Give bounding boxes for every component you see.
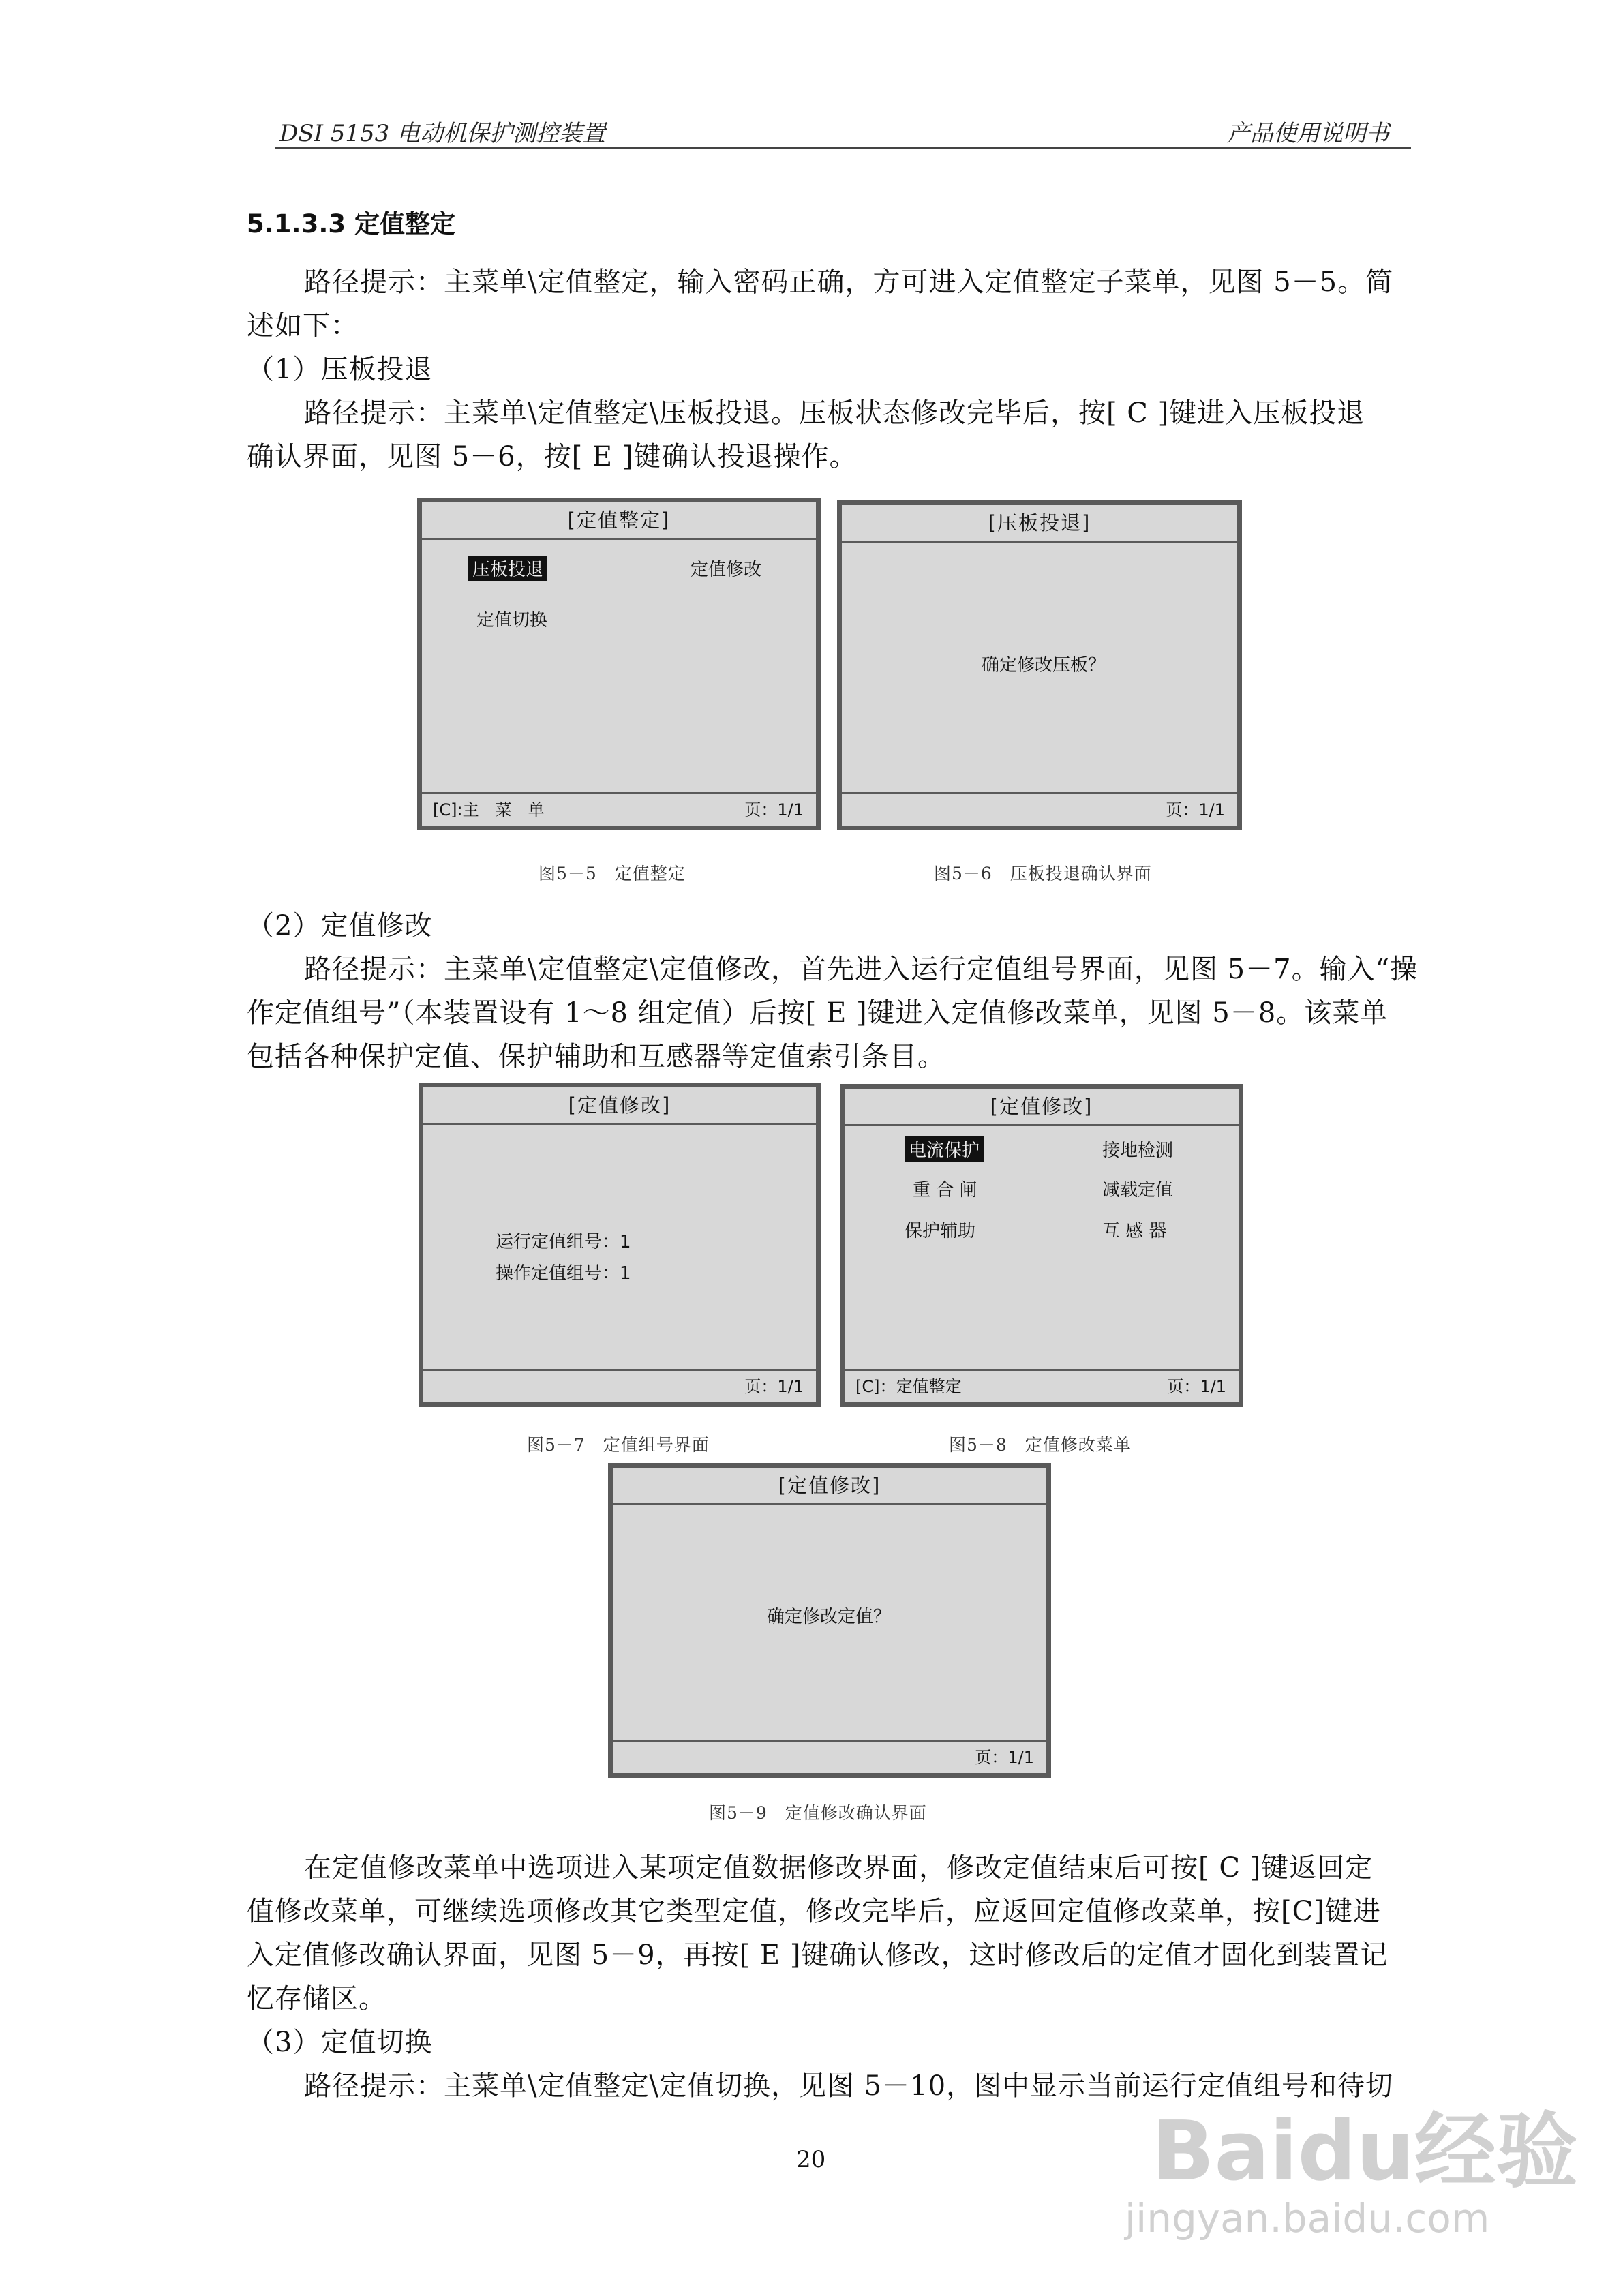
operating-group-label[interactable]: 操作定值组号：1 — [496, 1263, 631, 1284]
screen-footer — [422, 792, 816, 826]
item3-line-1: 路径提示：主菜单\定值整定\定值切换，见图 5－10，图中显示当前运行定值组号和待切 — [304, 2070, 1394, 2102]
footer-left: [C]:主 菜 单 — [433, 800, 545, 819]
screen-fig5-7 — [419, 1083, 821, 1407]
confirm-message: 确定修改压板？ — [982, 655, 1106, 676]
menu-item[interactable]: 接地检测 — [1102, 1141, 1174, 1161]
baidu-watermark-url: jingyan.baidu.com — [1125, 2195, 1490, 2241]
screen-fig5-6 — [837, 500, 1242, 830]
intro-line-2: 述如下： — [247, 310, 359, 342]
confirm-message: 确定修改定值？ — [767, 1607, 892, 1627]
menu-item[interactable]: 重 合 闸 — [913, 1180, 977, 1200]
screen-title: [定值整定] — [422, 502, 816, 540]
screen-footer — [613, 1740, 1046, 1773]
item1-title: （1）压板投退 — [247, 354, 433, 385]
after-line-3: 入定值修改确认界面，见图 5－9，再按[ E ]键确认修改，这时修改后的定值才固化到装置记 — [247, 1939, 1389, 1971]
footer-right: 页：1/1 — [975, 1748, 1034, 1767]
menu-item[interactable]: 互 感 器 — [1102, 1221, 1167, 1241]
caption-fig5-8: 图5－8 定值修改菜单 — [949, 1435, 1132, 1455]
caption-fig5-7: 图5－7 定值组号界面 — [527, 1435, 710, 1455]
menu-item[interactable]: 定值切换 — [476, 610, 548, 631]
after-line-4: 忆存储区。 — [247, 1983, 386, 2014]
item3-title: （3）定值切换 — [247, 2027, 433, 2058]
item2-line-3: 包括各种保护定值、保护辅助和互感器等定值索引条目。 — [247, 1041, 945, 1072]
item2-title: （2）定值修改 — [247, 910, 433, 941]
intro-line-1: 路径提示：主菜单\定值整定，输入密码正确，方可进入定值整定子菜单，见图 5－5。简 — [304, 267, 1394, 298]
screen-title: [压板投退] — [842, 505, 1237, 543]
screen-footer — [423, 1369, 816, 1402]
item2-line-2: 作定值组号”（本装置设有 1～8 组定值）后按[ E ]键进入定值修改菜单，见图 5－8。该菜单 — [247, 997, 1389, 1029]
baidu-watermark-logo: Baidu经验 — [1152, 2104, 1578, 2199]
screen-footer — [842, 792, 1237, 826]
header-rule — [275, 147, 1411, 149]
menu-item[interactable]: 减载定值 — [1102, 1180, 1174, 1200]
caption-fig5-9: 图5－9 定值修改确认界面 — [709, 1803, 927, 1823]
item1-line-1: 路径提示：主菜单\定值整定\压板投退。压板状态修改完毕后，按[ C ]键进入压板投退 — [304, 397, 1365, 429]
after-line-1: 在定值修改菜单中选项进入某项定值数据修改界面，修改定值结束后可按[ C ]键返回定 — [304, 1852, 1374, 1884]
footer-right: 页：1/1 — [1167, 1377, 1226, 1396]
menu-item-selected[interactable]: 压板投退 — [468, 556, 547, 581]
section-title: 5.1.3.3 定值整定 — [247, 209, 456, 239]
header-left: DSI 5153 电动机保护测控装置 — [279, 120, 606, 147]
screen-footer — [845, 1369, 1239, 1402]
footer-left: [C]：定值整定 — [855, 1377, 962, 1396]
footer-right: 页：1/1 — [1166, 800, 1225, 819]
footer-right: 页：1/1 — [744, 1377, 804, 1396]
after-line-2: 值修改菜单，可继续选项修改其它类型定值，修改完毕后，应返回定值修改菜单，按[C]键进 — [247, 1896, 1381, 1927]
running-group-label: 运行定值组号：1 — [496, 1232, 631, 1252]
caption-fig5-6: 图5－6 压板投退确认界面 — [934, 864, 1152, 883]
screen-title: [定值修改] — [613, 1468, 1046, 1505]
screen-fig5-5 — [417, 498, 821, 830]
page-number: 20 — [796, 2146, 826, 2173]
menu-item-selected[interactable]: 电流保护 — [905, 1136, 984, 1162]
screen-title: [定值修改] — [845, 1089, 1239, 1126]
footer-right: 页：1/1 — [744, 800, 804, 819]
screen-title: [定值修改] — [423, 1087, 816, 1125]
menu-item[interactable]: 保护辅助 — [905, 1221, 976, 1241]
screen-fig5-8 — [840, 1084, 1243, 1407]
header-right: 产品使用说明书 — [1227, 120, 1389, 147]
menu-item[interactable]: 定值修改 — [691, 560, 762, 580]
screen-fig5-9 — [608, 1463, 1051, 1778]
item1-line-2: 确认界面，见图 5－6，按[ E ]键确认投退操作。 — [247, 441, 858, 472]
item2-line-1: 路径提示：主菜单\定值整定\定值修改，首先进入运行定值组号界面，见图 5－7。输入“操 — [304, 954, 1419, 985]
caption-fig5-5: 图5－5 定值整定 — [539, 864, 686, 883]
